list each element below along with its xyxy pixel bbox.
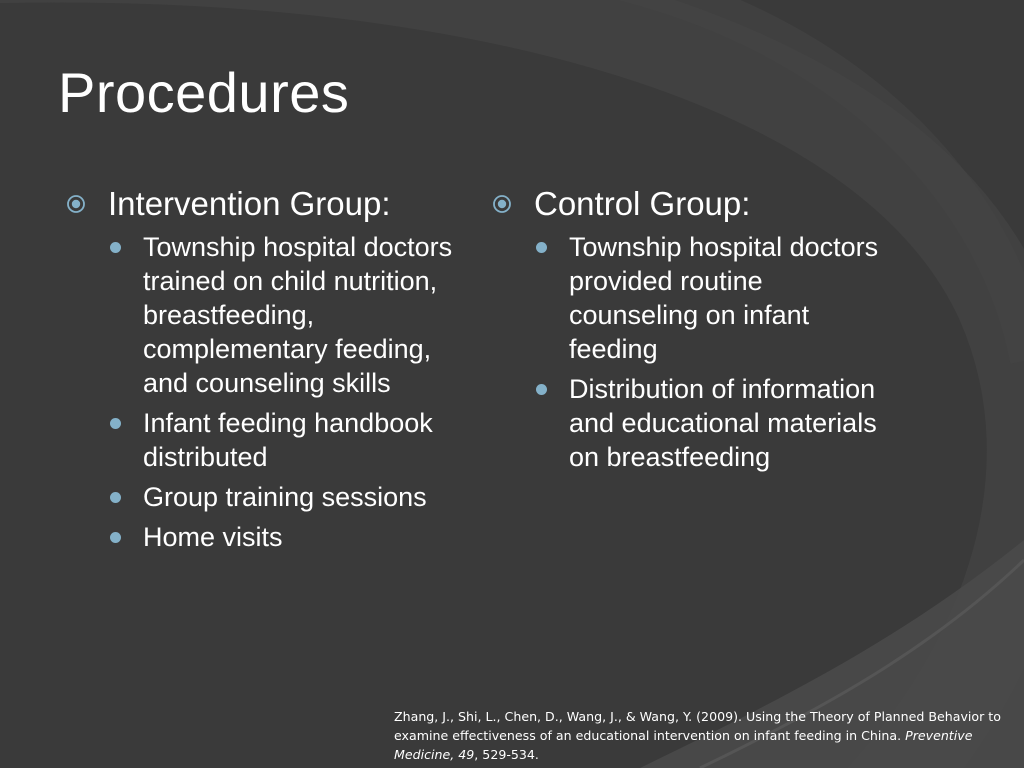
intervention-items-list	[66, 230, 456, 554]
list-item	[110, 230, 456, 400]
filled-circle-icon	[110, 242, 121, 253]
control-group-heading-row	[492, 184, 892, 224]
list-item-text: Infant feeding handbook distributed	[143, 408, 433, 472]
control-group-section	[492, 184, 892, 480]
list-item	[110, 480, 456, 514]
intervention-group-heading-row	[66, 184, 456, 224]
intervention-group-heading: Intervention Group:	[108, 185, 391, 222]
filled-circle-icon	[536, 242, 547, 253]
list-item-text: Distribution of information and educational materials on breastfeeding	[569, 374, 877, 472]
page-title: Procedures	[58, 61, 350, 124]
citation-text: Zhang, J., Shi, L., Chen, D., Wang, J., & Wang, Y. (2009). Using the Theory of Planned Behavior to examine effectiveness of an educational intervention on infant feeding in China.	[394, 709, 1001, 743]
list-item-text: Township hospital doctors provided routine counseling on infant feeding	[569, 232, 879, 364]
circled-dot-icon	[66, 184, 86, 224]
filled-circle-icon	[110, 532, 121, 543]
citation-journal: Preventive Medicine, 49	[394, 728, 973, 762]
list-item-text: Township hospital doctors trained on child nutrition, breastfeeding, complementary feeding, and counseling skills	[143, 232, 453, 398]
intervention-group-section	[66, 184, 456, 560]
filled-circle-icon	[536, 384, 547, 395]
list-item-text: Group training sessions	[143, 482, 427, 512]
list-item	[110, 406, 456, 474]
filled-circle-icon	[110, 492, 121, 503]
list-item-text: Home visits	[143, 522, 283, 552]
list-item	[536, 372, 892, 474]
control-group-heading: Control Group:	[534, 185, 751, 222]
circled-dot-icon	[492, 184, 512, 224]
citation-pages: , 529-534.	[474, 747, 539, 762]
list-item	[536, 230, 892, 366]
control-items-list	[492, 230, 892, 474]
citation	[394, 707, 1014, 764]
filled-circle-icon	[110, 418, 121, 429]
list-item	[110, 520, 456, 554]
